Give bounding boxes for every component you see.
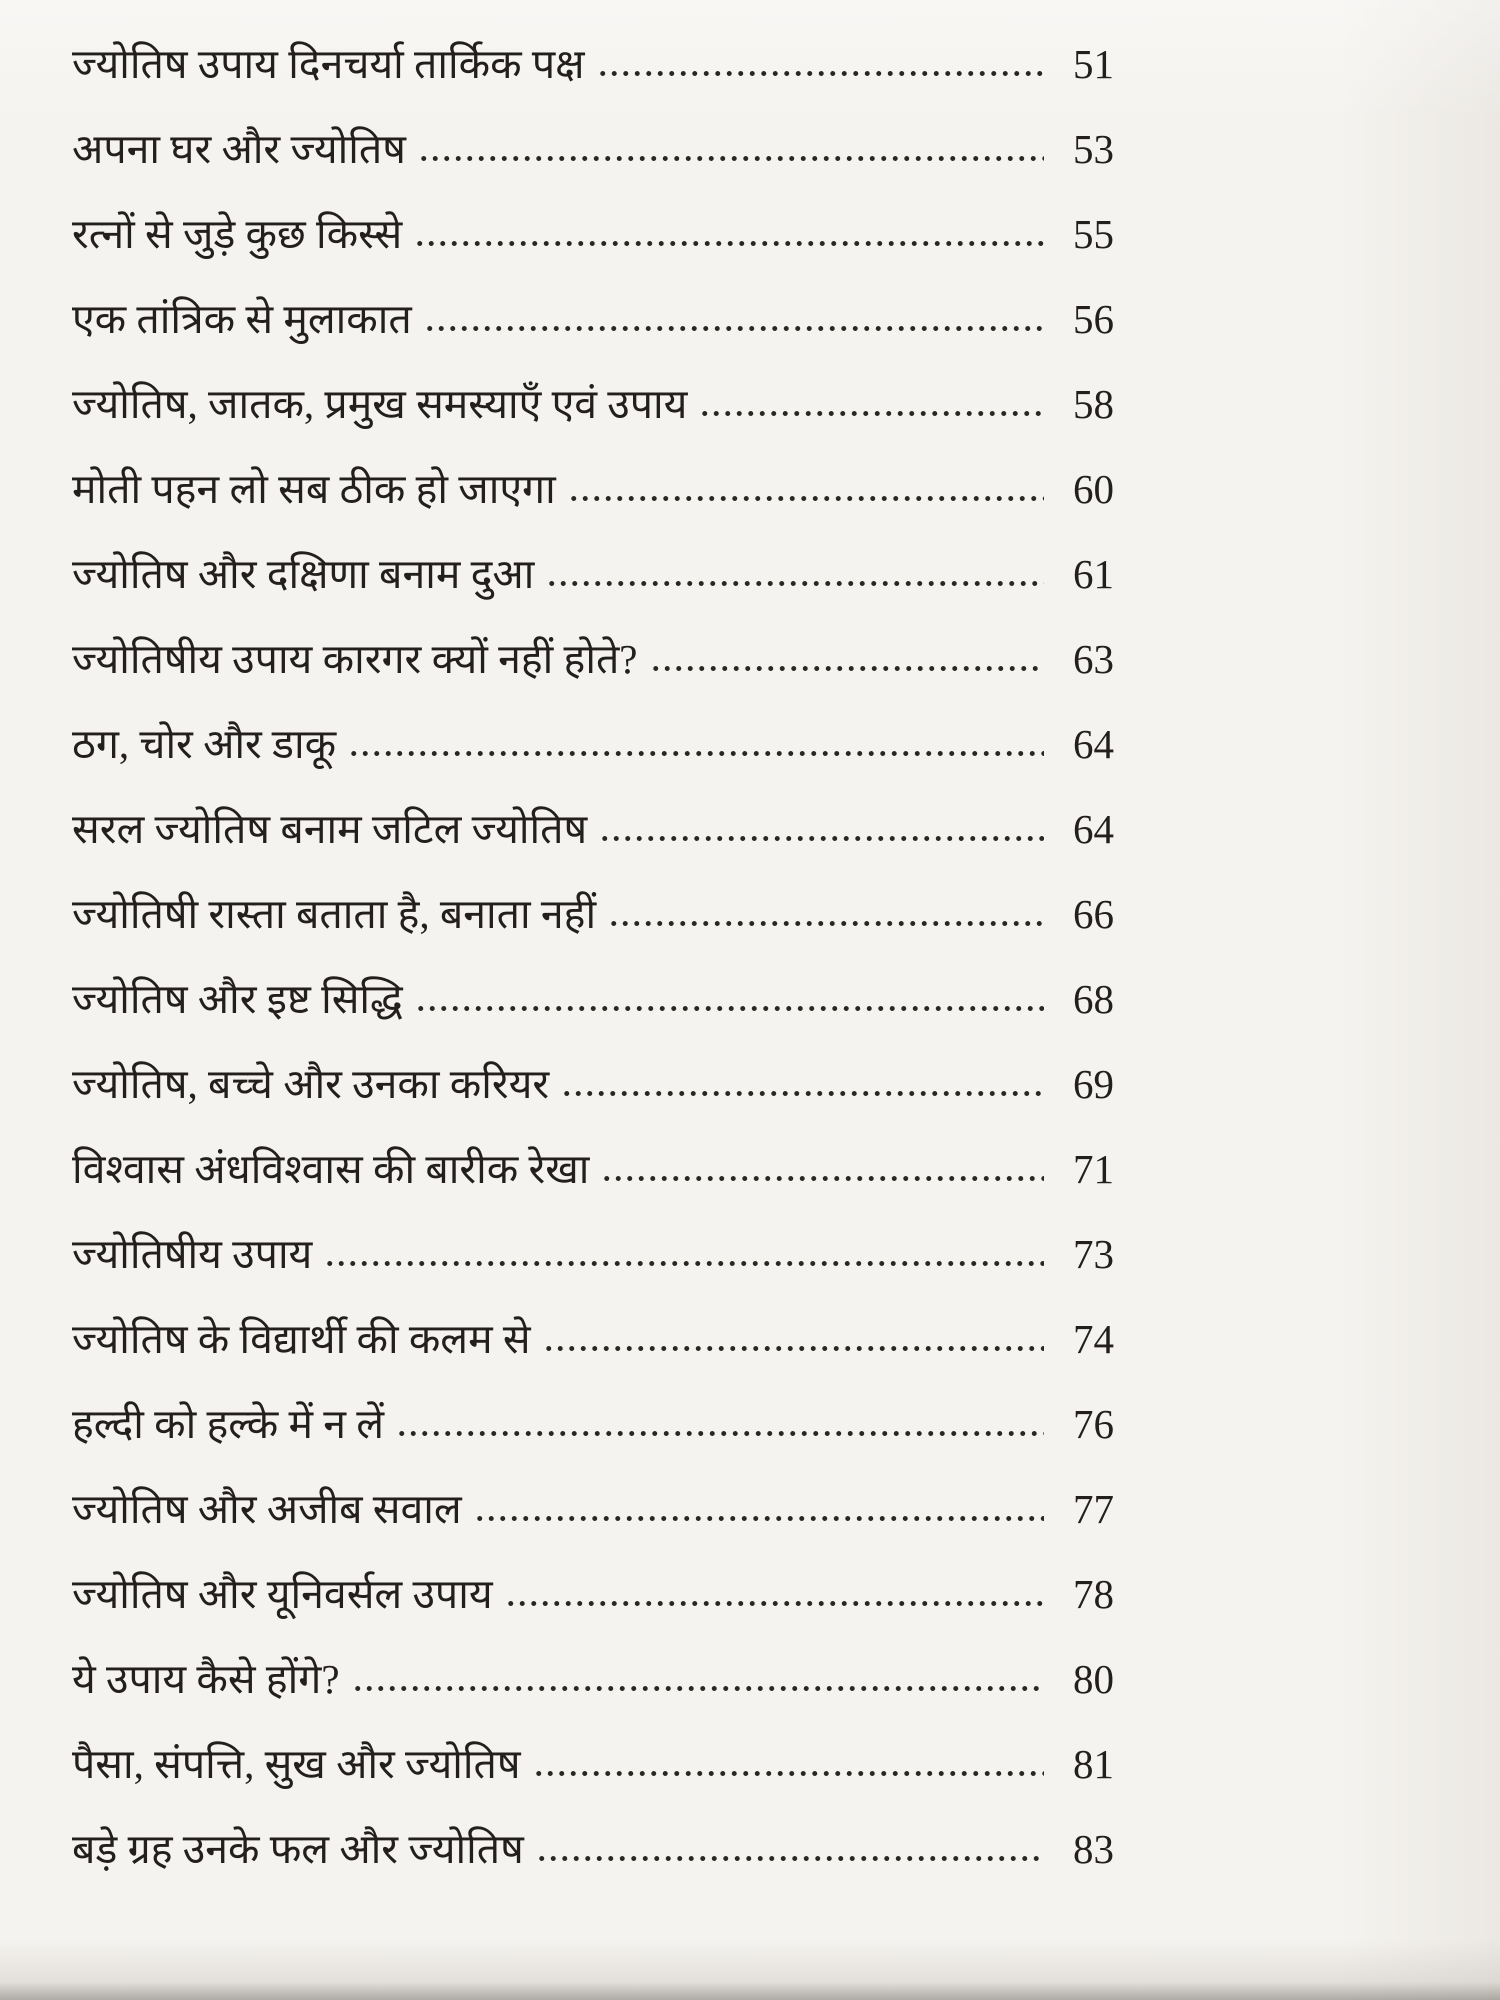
toc-entry-title: मोती पहन लो सब ठीक हो जाएगा <box>72 466 556 512</box>
toc-entry-title: ज्योतिष और दक्षिणा बनाम दुआ <box>72 551 535 597</box>
toc-entry <box>72 275 1114 360</box>
dot-leader <box>414 239 1044 248</box>
toc-entry-title: एक तांत्रिक से मुलाकात <box>72 296 412 342</box>
toc-entry <box>72 1465 1114 1550</box>
dot-leader <box>415 1004 1044 1013</box>
toc-entry-page-number: 77 <box>1073 1486 1114 1532</box>
toc-entry-title: बड़े ग्रह उनके फल और ज्योतिष <box>72 1826 524 1872</box>
dot-leader <box>474 1514 1044 1523</box>
toc-entry <box>72 1550 1114 1635</box>
toc-entry-page-number: 58 <box>1073 381 1114 427</box>
toc-entry-title: विश्वास अंधविश्वास की बारीक रेखा <box>72 1146 590 1192</box>
toc-entry-title: ज्योतिष, बच्चे और उनका करियर <box>72 1061 550 1107</box>
toc-entry-page-number: 68 <box>1073 976 1114 1022</box>
toc-entry <box>72 1805 1114 1890</box>
toc-entry <box>72 785 1114 870</box>
toc-entry-title: ठग, चोर और डाकू <box>72 721 337 767</box>
toc-entry-title: ज्योतिष उपाय दिनचर्या तार्किक पक्ष <box>72 41 585 87</box>
toc-entry-page-number: 56 <box>1073 296 1114 342</box>
toc-entry-page-number: 76 <box>1073 1401 1114 1447</box>
dot-leader <box>546 579 1044 588</box>
toc-entry <box>72 530 1114 615</box>
toc-entry-page-number: 83 <box>1073 1826 1114 1872</box>
dot-leader <box>396 1429 1044 1438</box>
toc-entry-page-number: 55 <box>1073 211 1114 257</box>
toc-entry-page-number: 81 <box>1073 1741 1114 1787</box>
toc-entry-title: रत्नों से जुड़े कुछ किस्से <box>72 211 403 257</box>
dot-leader <box>597 69 1044 78</box>
dot-leader <box>608 919 1044 928</box>
toc-entry-title: हल्दी को हल्के में न लें <box>72 1401 385 1447</box>
toc-entry-title: अपना घर और ज्योतिष <box>72 126 406 172</box>
toc-entry-title: ज्योतिष और यूनिवर्सल उपाय <box>72 1571 493 1617</box>
toc-entry <box>72 105 1114 190</box>
toc-entry-title: सरल ज्योतिष बनाम जटिल ज्योतिष <box>72 806 588 852</box>
dot-leader <box>561 1089 1044 1098</box>
toc-entry-title: ज्योतिष के विद्यार्थी की कलम से <box>72 1316 531 1362</box>
dot-leader <box>601 1174 1044 1183</box>
dot-leader <box>533 1769 1044 1778</box>
table-of-contents <box>72 20 1114 1890</box>
toc-entry-title: पैसा, संपत्ति, सुख और ज्योतिष <box>72 1741 521 1787</box>
toc-entry-page-number: 73 <box>1073 1231 1114 1277</box>
toc-entry-page-number: 51 <box>1073 41 1114 87</box>
toc-entry-page-number: 61 <box>1073 551 1114 597</box>
toc-entry-page-number: 78 <box>1073 1571 1114 1617</box>
toc-entry-page-number: 53 <box>1073 126 1114 172</box>
toc-entry-page-number: 64 <box>1073 806 1114 852</box>
toc-entry <box>72 1380 1114 1465</box>
toc-entry-page-number: 64 <box>1073 721 1114 767</box>
dot-leader <box>324 1259 1044 1268</box>
toc-entry <box>72 615 1114 700</box>
dot-leader <box>599 834 1044 843</box>
dot-leader <box>505 1599 1044 1608</box>
toc-entry-title: ये उपाय कैसे होंगे? <box>72 1656 340 1702</box>
dot-leader <box>536 1854 1044 1863</box>
toc-entry-title: ज्योतिषीय उपाय <box>72 1231 313 1277</box>
dot-leader <box>348 749 1044 758</box>
toc-entry <box>72 700 1114 785</box>
toc-entry-page-number: 71 <box>1073 1146 1114 1192</box>
dot-leader <box>352 1684 1044 1693</box>
toc-entry-title: ज्योतिषी रास्ता बताता है, बनाता नहीं <box>72 891 597 937</box>
dot-leader <box>650 664 1044 673</box>
dot-leader <box>568 494 1044 503</box>
toc-entry <box>72 360 1114 445</box>
dot-leader <box>543 1344 1044 1353</box>
toc-entry-page-number: 60 <box>1073 466 1114 512</box>
toc-entry-title: ज्योतिष और इष्ट सिद्धि <box>72 976 403 1022</box>
toc-entry-title: ज्योतिष, जातक, प्रमुख समस्याएँ एवं उपाय <box>72 381 688 427</box>
dot-leader <box>699 409 1044 418</box>
toc-entry-title: ज्योतिषीय उपाय कारगर क्यों नहीं होते? <box>72 636 638 682</box>
toc-entry <box>72 20 1114 105</box>
toc-entry-page-number: 63 <box>1073 636 1114 682</box>
toc-entry <box>72 190 1114 275</box>
toc-entry-page-number: 74 <box>1073 1316 1114 1362</box>
toc-entry <box>72 1720 1114 1805</box>
toc-entry <box>72 1295 1114 1380</box>
toc-entry <box>72 445 1114 530</box>
toc-entry <box>72 1635 1114 1720</box>
toc-entry <box>72 955 1114 1040</box>
toc-entry-title: ज्योतिष और अजीब सवाल <box>72 1486 462 1532</box>
toc-entry <box>72 870 1114 955</box>
toc-entry <box>72 1210 1114 1295</box>
dot-leader <box>424 324 1044 333</box>
dot-leader <box>418 154 1044 163</box>
toc-entry <box>72 1125 1114 1210</box>
toc-entry-page-number: 69 <box>1073 1061 1114 1107</box>
toc-entry-page-number: 66 <box>1073 891 1114 937</box>
toc-entry <box>72 1040 1114 1125</box>
toc-entry-page-number: 80 <box>1073 1656 1114 1702</box>
